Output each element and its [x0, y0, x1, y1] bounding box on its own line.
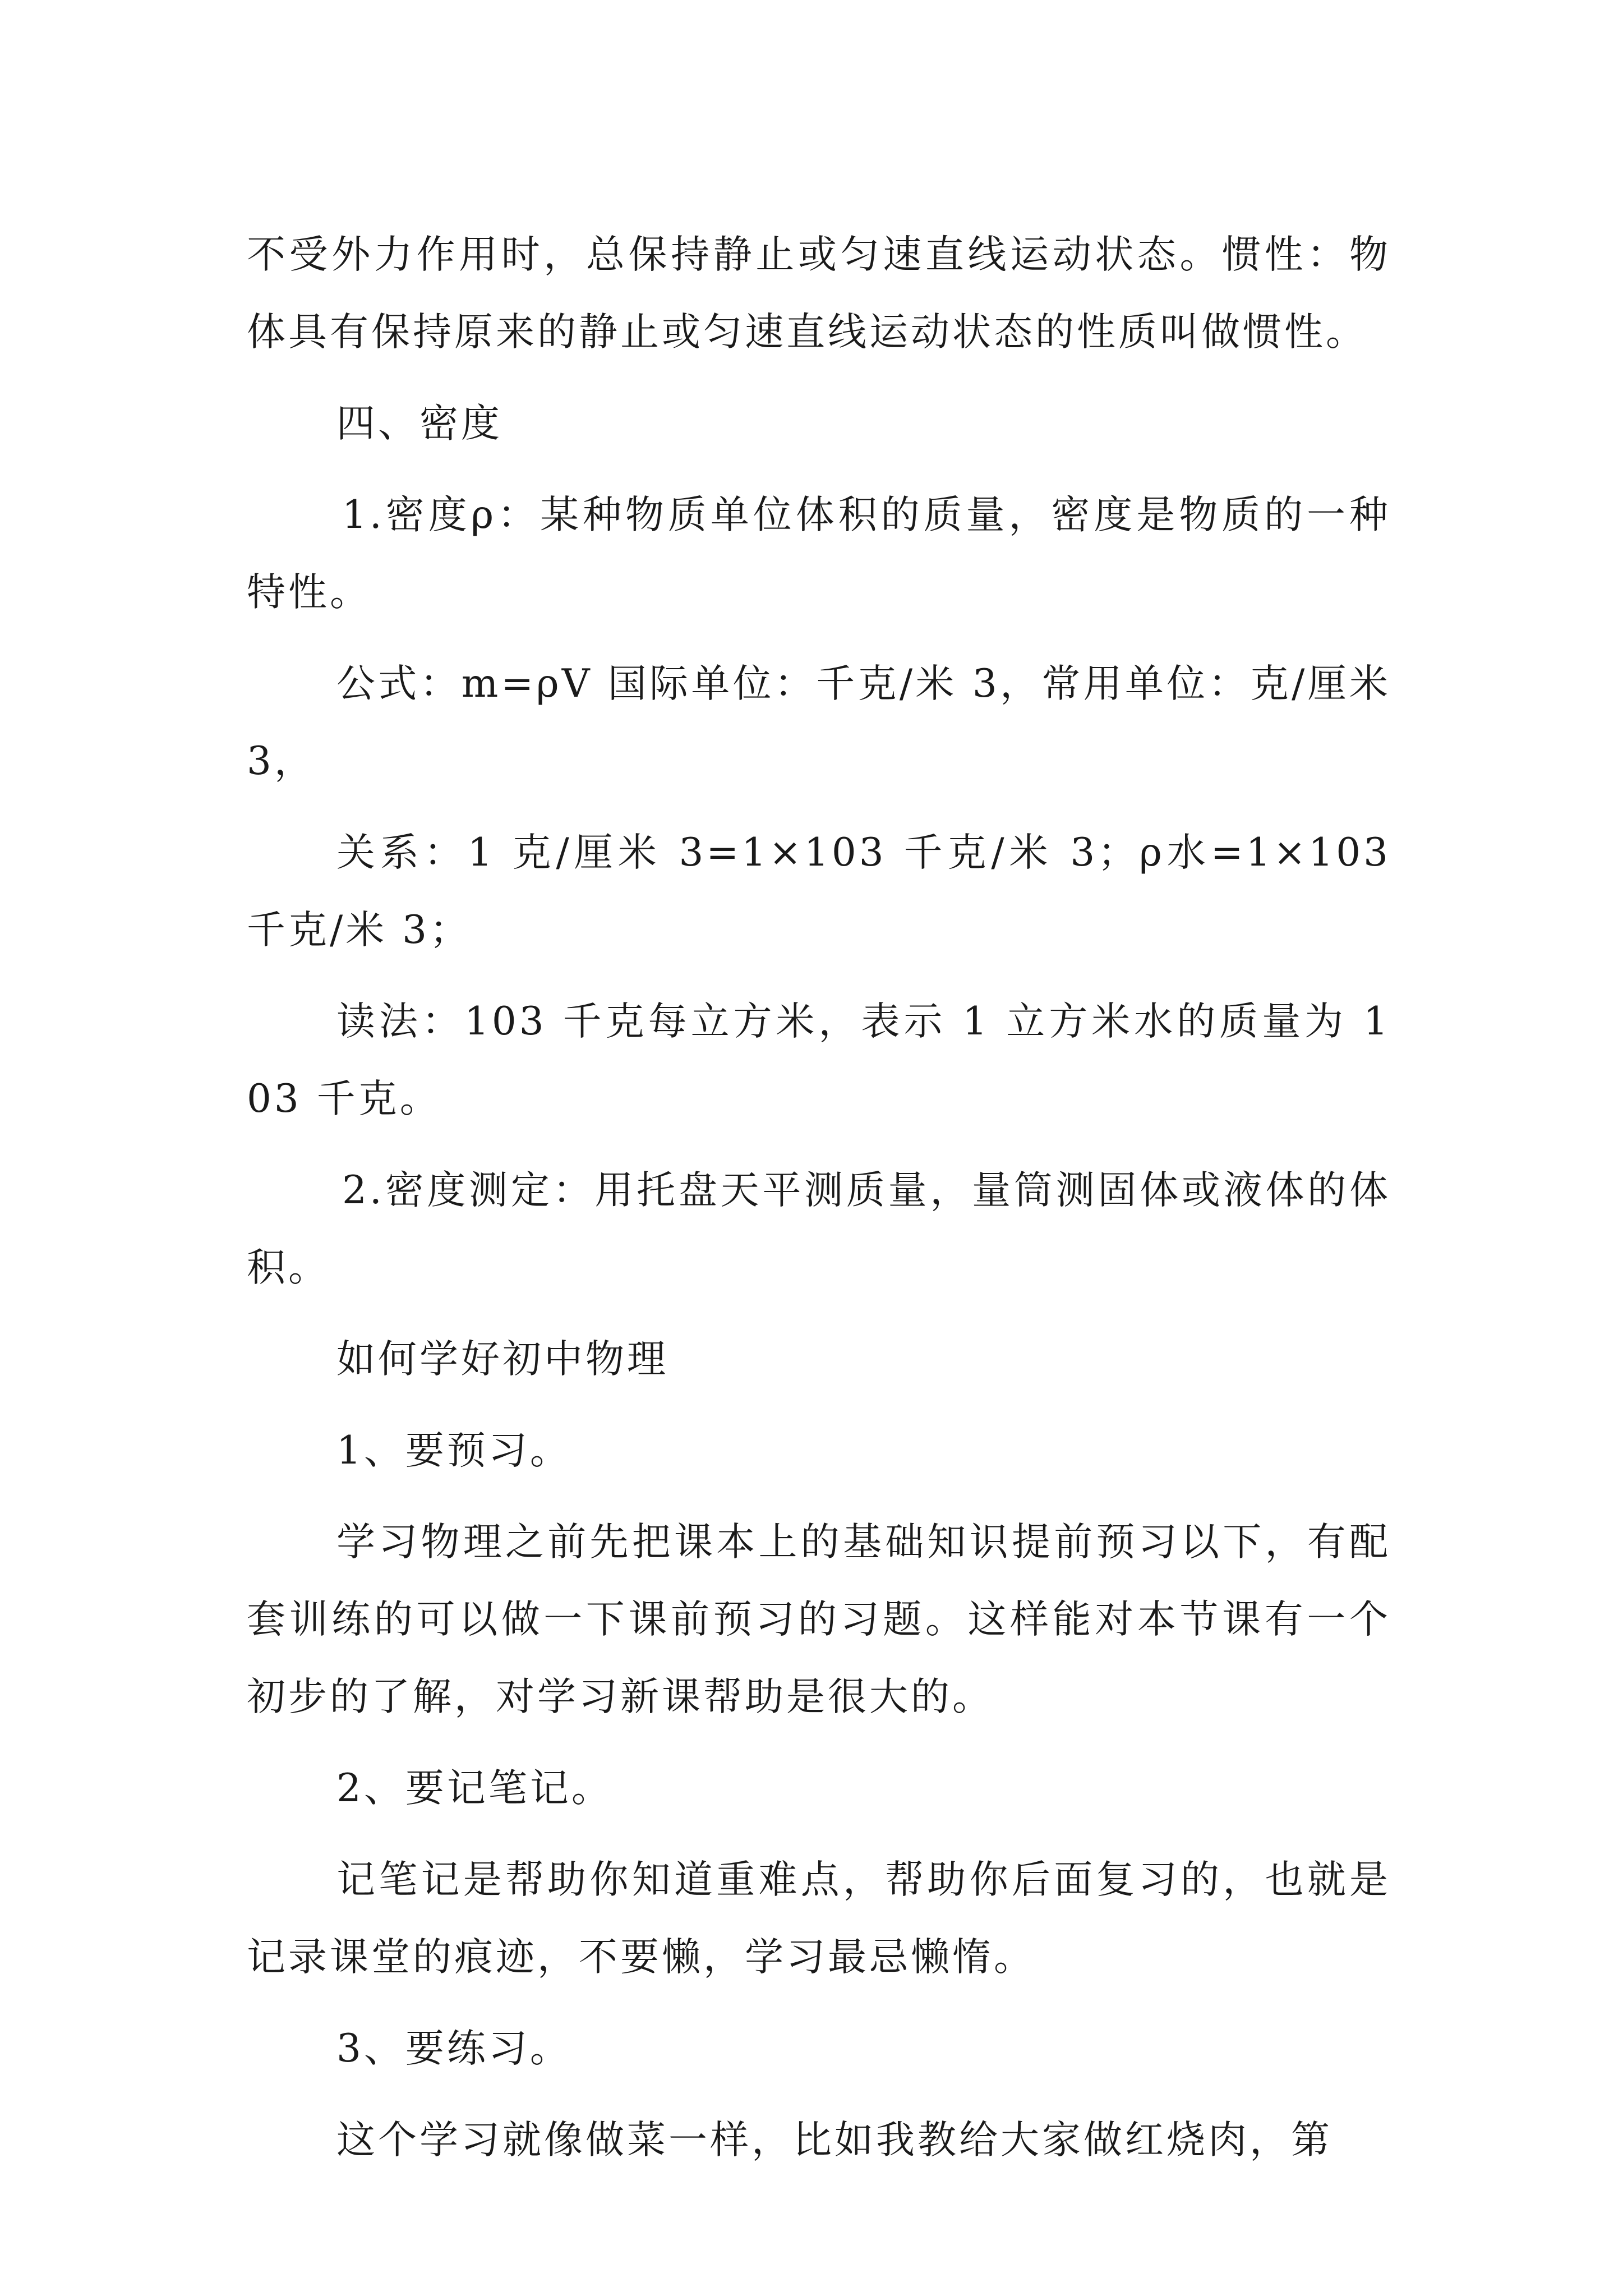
section-heading-how-to-learn: 如何学好初中物理	[336, 1337, 668, 1382]
paragraph-density-formula: 公式：m=ρV 国际单位：千克/米 3，常用单位：克/厘米 3，	[247, 661, 1391, 784]
paragraph-notes: 记笔记是帮助你知道重难点，帮助你后面复习的，也就是记录课堂的痕迹，不要懒，学习最忌懒惰。	[247, 1857, 1391, 1980]
section-heading-density: 四、密度	[336, 401, 502, 446]
paragraph-density-measurement: 2.密度测定：用托盘天平测质量，量筒测固体或液体的体积。	[247, 1168, 1391, 1290]
paragraph-practice: 这个学习就像做菜一样，比如我教给大家做红烧肉，第	[336, 2118, 1332, 2162]
subheading-practice: 3、要练习。	[336, 2026, 571, 2071]
paragraph-density-definition: 1.密度ρ：某种物质单位体积的质量，密度是物质的一种特性。	[247, 493, 1391, 615]
subheading-preview: 1、要预习。	[336, 1428, 571, 1473]
paragraph-density-reading: 读法：103 千克每立方米，表示 1 立方米水的质量为 103 千克。	[247, 999, 1391, 1121]
paragraph-density-relation: 关系：1 克/厘米 3=1×103 千克/米 3；ρ水=1×103 千克/米 3；	[247, 830, 1391, 953]
paragraph-inertia: 不受外力作用时，总保持静止或匀速直线运动状态。惯性：物体具有保持原来的静止或匀速直线运动状态的性质叫做惯性。	[247, 232, 1391, 355]
document-body	[247, 216, 1391, 2193]
subheading-notes: 2、要记笔记。	[336, 1766, 613, 1811]
paragraph-preview: 学习物理之前先把课本上的基础知识提前预习以下，有配套训练的可以做一下课前预习的习题。这样能对本节课有一个初步的了解，对学习新课帮助是很大的。	[247, 1520, 1391, 1719]
